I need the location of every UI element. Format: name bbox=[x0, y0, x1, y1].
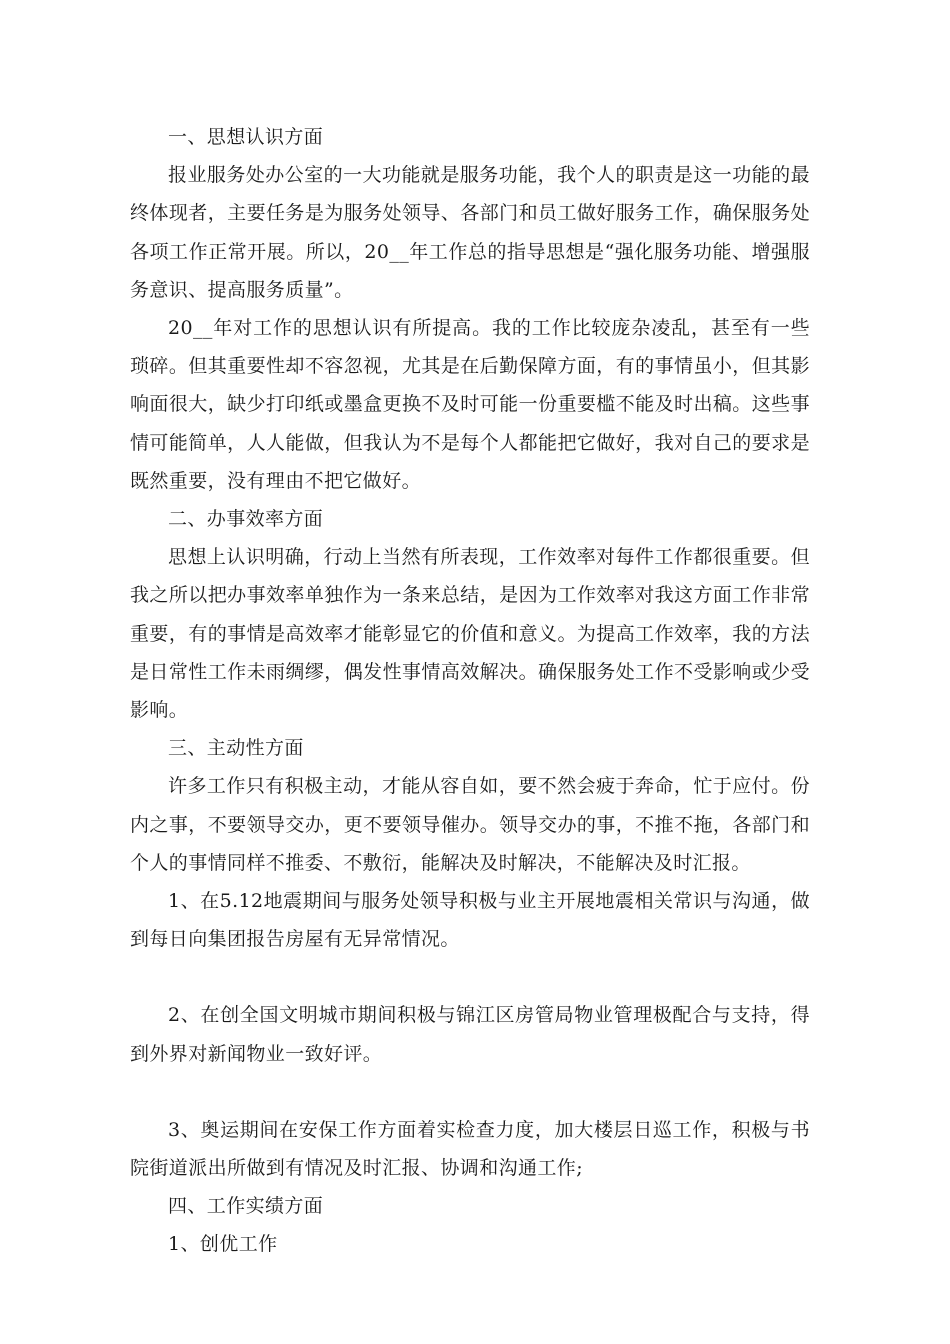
document-body bbox=[130, 118, 810, 1264]
list-item: 2、在创全国文明城市期间积极与锦江区房管局物业管理极配合与支持，得到外界对新闻物业一致好评。 bbox=[130, 1004, 810, 1065]
body-paragraph: 思想上认识明确，行动上当然有所表现，工作效率对每件工作都很重要。但我之所以把办事效率单独作为一条来总结，是因为工作效率对我这方面工作非常重要，有的事情是高效率才能彰显它的价值和意义。为提高工作效率，我的方法是日常性工作未雨绸缪，偶发性事情高效解决。确保服务处工作不受影响或少受影响。 bbox=[130, 546, 810, 722]
section-heading: 四、工作实绩方面 bbox=[168, 1195, 324, 1218]
body-paragraph: 报业服务处办公室的一大功能就是服务功能，我个人的职责是这一功能的最终体现者，主要任务是为服务处领导、各部门和员工做好服务工作，确保服务处各项工作正常开展。所以，20__年工作总的指导思想是“强化服务功能、增强服务意识、提高服务质量”。 bbox=[130, 164, 810, 301]
sub-heading: 1、创优工作 bbox=[168, 1233, 278, 1256]
body-paragraph: 许多工作只有积极主动，才能从容自如，要不然会疲于奔命，忙于应付。份内之事，不要领导交办，更不要领导催办。领导交办的事，不推不拖，各部门和个人的事情同样不推委、不敷衍，能解决及时解决，不能解决及时汇报。 bbox=[130, 775, 810, 874]
list-item: 1、在5.12地震期间与服务处领导积极与业主开展地震相关常识与沟通，做到每日向集团报告房屋有无异常情况。 bbox=[130, 890, 810, 951]
section-heading: 二、办事效率方面 bbox=[168, 508, 324, 531]
blank-line bbox=[130, 958, 810, 996]
blank-line bbox=[130, 1073, 810, 1111]
list-item: 3、奥运期间在安保工作方面着实检查力度，加大楼层日巡工作，积极与书院街道派出所做到有情况及时汇报、协调和沟通工作; bbox=[130, 1118, 810, 1180]
section-heading: 三、主动性方面 bbox=[168, 737, 304, 760]
section-heading: 一、思想认识方面 bbox=[168, 126, 324, 148]
body-paragraph: 20__年对工作的思想认识有所提高。我的工作比较庞杂凌乱，甚至有一些琐碎。但其重要性却不容忽视，尤其是在后勤保障方面，有的事情虽小，但其影响面很大，缺少打印纸或墨盒更换不及时可能一份重要槛不能及时出稿。这些事情可能简单，人人能做，但我认为不是每个人都能把它做好，我对自己的要求是既然重要，没有理由不把它做好。 bbox=[130, 317, 810, 492]
